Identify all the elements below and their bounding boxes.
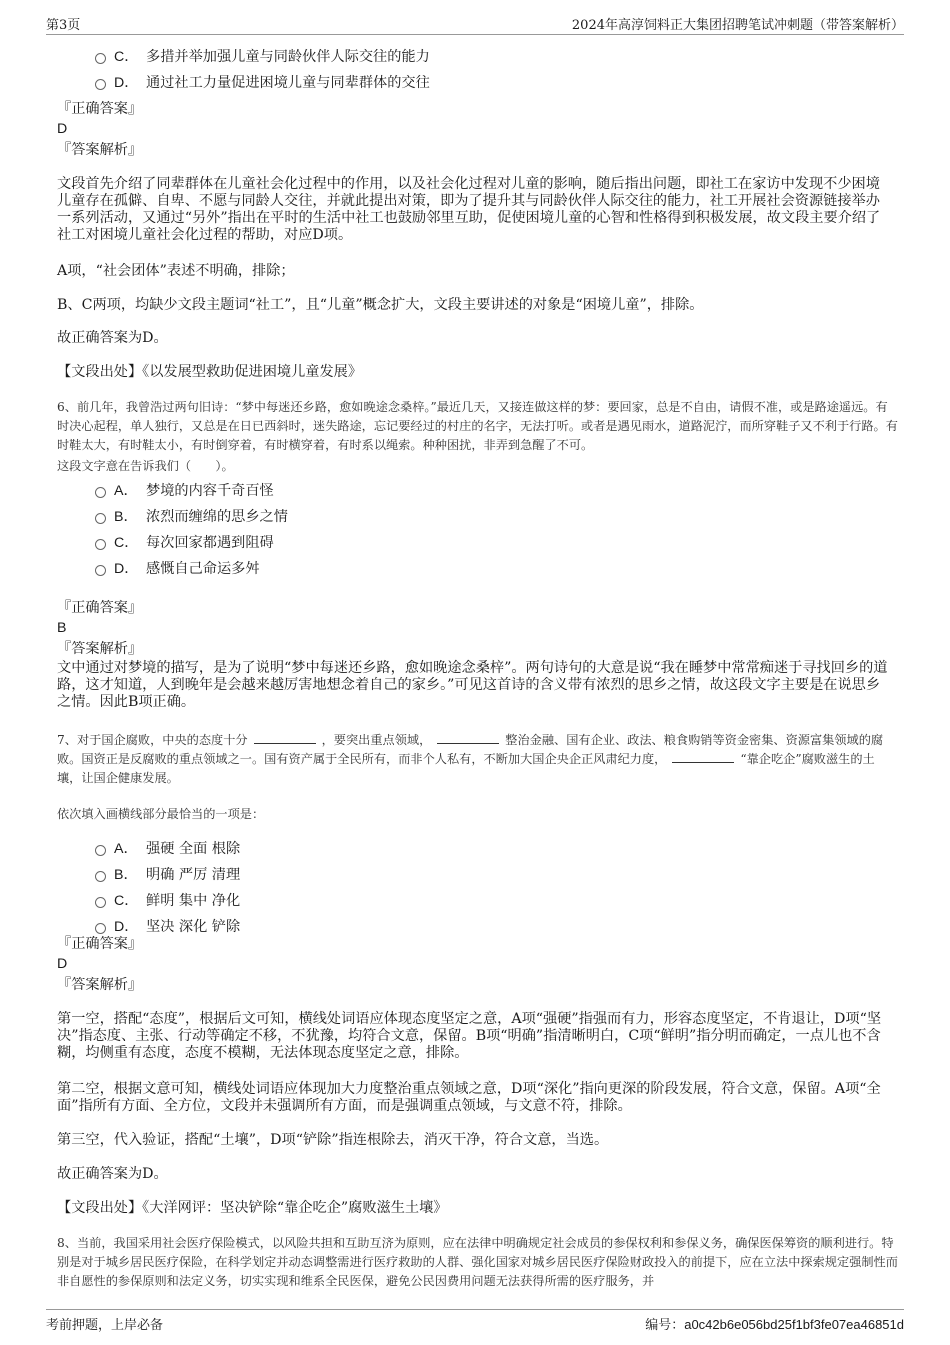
- fill-blank: [672, 750, 734, 763]
- q7-prompt: 依次填入画横线部分最恰当的一项是：: [57, 807, 265, 821]
- q7-source: 【文段出处】《大洋网评：坚决铲除“靠企吃企”腐败滋生土壤》: [57, 1200, 448, 1216]
- document-title: 2024年高淳饲料正大集团招聘笔试冲刺题（带答案解析）: [571, 18, 904, 33]
- q5-option-d[interactable]: D． 通过社工力量促进困境儿童与同辈群体的交往: [95, 73, 430, 93]
- q6-prompt: 这段文字意在告诉我们（ ）。: [57, 459, 234, 473]
- q6-option-d[interactable]: D． 感慨自己命运多舛: [95, 559, 260, 579]
- q7-option-b[interactable]: B． 明确 严厉 清理: [95, 865, 240, 885]
- q7-analysis-p4: 故正确答案为D。: [57, 1166, 168, 1182]
- q6-option-b[interactable]: B． 浓烈而缠绵的思乡之情: [95, 507, 288, 527]
- page-footer: [46, 1309, 904, 1332]
- q5-analysis-p4: 故正确答案为D。: [57, 330, 168, 346]
- q6-stem: 6、前几年，我曾浩过两句旧诗：“梦中每迷还乡路，愈如晚途念桑梓。”最近几天，又接连做这样的梦：要回家，总是不自由，请假不准，或是路途遥远。有时决心起程，单人独行，又总是在日已西斜时，迷失路途，忘记要经过的村庄的名字，无法打听。或者是遇见雨水，道路泥泞，而所穿鞋子又不利于行路。有时鞋太大，有时鞋太小，有时倒穿着，有时横穿着，有时系以绳索。种种困扰，非弄到急醒了不可。: [57, 400, 898, 452]
- radio-icon[interactable]: [95, 539, 106, 550]
- q5-analysis-p1: 文段首先介绍了同辈群体在儿童社会化过程中的作用，以及社会化过程对儿童的影响，随后指出问题，即社工在家访中发现不少困境儿童存在孤僻、自卑、不愿与同龄人交往，并就此提出对策，即为了提升其与同龄伙伴人际交往的能力，社工开展社会资源链接举办一系列活动，又通过“另外”指出在平时的生活中社工也鼓励邻里互助，促使困境儿童的心智和性格得到积极发展，故文段主要介绍了社工对困境儿童社会化过程的帮助，对应D项。: [57, 176, 881, 243]
- radio-icon[interactable]: [95, 923, 106, 934]
- q7-option-c[interactable]: C． 鲜明 集中 净化: [95, 891, 240, 911]
- q5-analysis-p2: A项，“社会团体”表述不明确，排除；: [57, 263, 295, 279]
- q5-source: 【文段出处】《以发展型救助促进困境儿童发展》: [57, 364, 363, 380]
- q5-analysis-label: 『答案解析』: [57, 142, 143, 158]
- radio-icon[interactable]: [95, 53, 106, 64]
- q6-option-c[interactable]: C． 每次回家都遇到阻碍: [95, 533, 274, 553]
- fill-blank: [437, 731, 499, 744]
- q6-answer: B: [57, 620, 67, 636]
- q7-analysis-p2: 第二空，根据文意可知，横线处词语应体现加大力度整治重点领域之意，D项“深化”指向更深的阶段发展，符合文意，保留。A项“全面”指所有方面、全方位，文段并未强调所有方面，而是强调重点领域，与文意不符，排除。: [57, 1081, 881, 1114]
- page-number: 第3页: [46, 18, 81, 33]
- fill-blank: [254, 731, 316, 744]
- q7-stem: 7、对于国企腐败，中央的态度十分 ，要突出重点领域， 整治金融、国有企业、政法、粮食购销等资金密集、资源富集领域的腐败。国资正是反腐败的重点领域之一。国有资产属于全民所有，而非个人私有，不断加大国企央企正风肃纪力度， “靠企吃企”腐败滋生的土壤，让国企健康发展。: [57, 733, 884, 785]
- radio-icon[interactable]: [95, 565, 106, 576]
- q6-option-a[interactable]: A． 梦境的内容千奇百怪: [95, 481, 274, 501]
- q7-answer-label: 『正确答案』: [57, 936, 143, 952]
- q7-option-a[interactable]: A． 强硬 全面 根除: [95, 839, 240, 859]
- q6-answer-label: 『正确答案』: [57, 600, 143, 616]
- radio-icon[interactable]: [95, 513, 106, 524]
- q5-option-c[interactable]: C． 多措并举加强儿童与同龄伙伴人际交往的能力: [95, 47, 430, 67]
- document-code: 编号：a0c42b6e056bd25f1bf3fe07ea46851d: [645, 1317, 904, 1332]
- radio-icon[interactable]: [95, 79, 106, 90]
- q7-analysis-p3: 第三空，代入验证，搭配“土壤”，D项“铲除”指连根除去，消灭干净，符合文意，当选。: [57, 1132, 609, 1148]
- radio-icon[interactable]: [95, 871, 106, 882]
- q5-answer: D: [57, 121, 68, 137]
- q7-answer: D: [57, 956, 68, 972]
- q8-stem: 8、当前，我国采用社会医疗保险模式，以风险共担和互助互济为原则，应在法律中明确规定社会成员的参保权利和参保义务，确保医保筹资的顺利进行。特别是对于城乡居民医疗保险，在科学划定并动态调整需进行医疗救助的人群、强化国家对城乡居民医疗保险财政投入的前提下，应在立法中探索规定强制性而非自愿性的参保原则和法定义务，切实实现和维系全民医保，避免公民因费用问题无法获得所需的医疗服务，并: [57, 1236, 898, 1288]
- page-header: [46, 14, 904, 35]
- q5-analysis-p3: B、C两项，均缺少文段主题词“社工”，且“儿童”概念扩大，文段主要讲述的对象是“困境儿童”，排除。: [57, 297, 704, 313]
- footer-slogan: 考前押题，上岸必备: [46, 1318, 164, 1333]
- radio-icon[interactable]: [95, 487, 106, 498]
- radio-icon[interactable]: [95, 897, 106, 908]
- q6-analysis-label: 『答案解析』: [57, 641, 143, 657]
- q6-analysis: 文中通过对梦境的描写，是为了说明“梦中每迷还乡路，愈如晚途念桑梓”。两句诗句的大意是说“我在睡梦中常常痴迷于寻找回乡的道路，这才知道，人到晚年是会越来越厉害地想念着自己的家乡。”可见这首诗的含义带有浓烈的思乡之情，故这段文字主要是在说思乡之情。因此B项正确。: [57, 660, 888, 710]
- q7-analysis-p1: 第一空，搭配“态度”，根据后文可知，横线处词语应体现态度坚定之意，A项“强硬”指强而有力，形容态度坚定，不肯退让，D项“坚决”指态度、主张、行动等确定不移，不犹豫，均符合文意，保留。B项“明确”指清晰明白，C项“鲜明”指分明而确定，一点儿也不含糊，均侧重有态度，态度不模糊，无法体现态度坚定之意，排除。: [57, 1011, 882, 1061]
- q7-option-d[interactable]: D． 坚决 深化 铲除: [95, 917, 240, 937]
- q7-analysis-label: 『答案解析』: [57, 977, 143, 993]
- q5-answer-label: 『正确答案』: [57, 101, 143, 117]
- radio-icon[interactable]: [95, 845, 106, 856]
